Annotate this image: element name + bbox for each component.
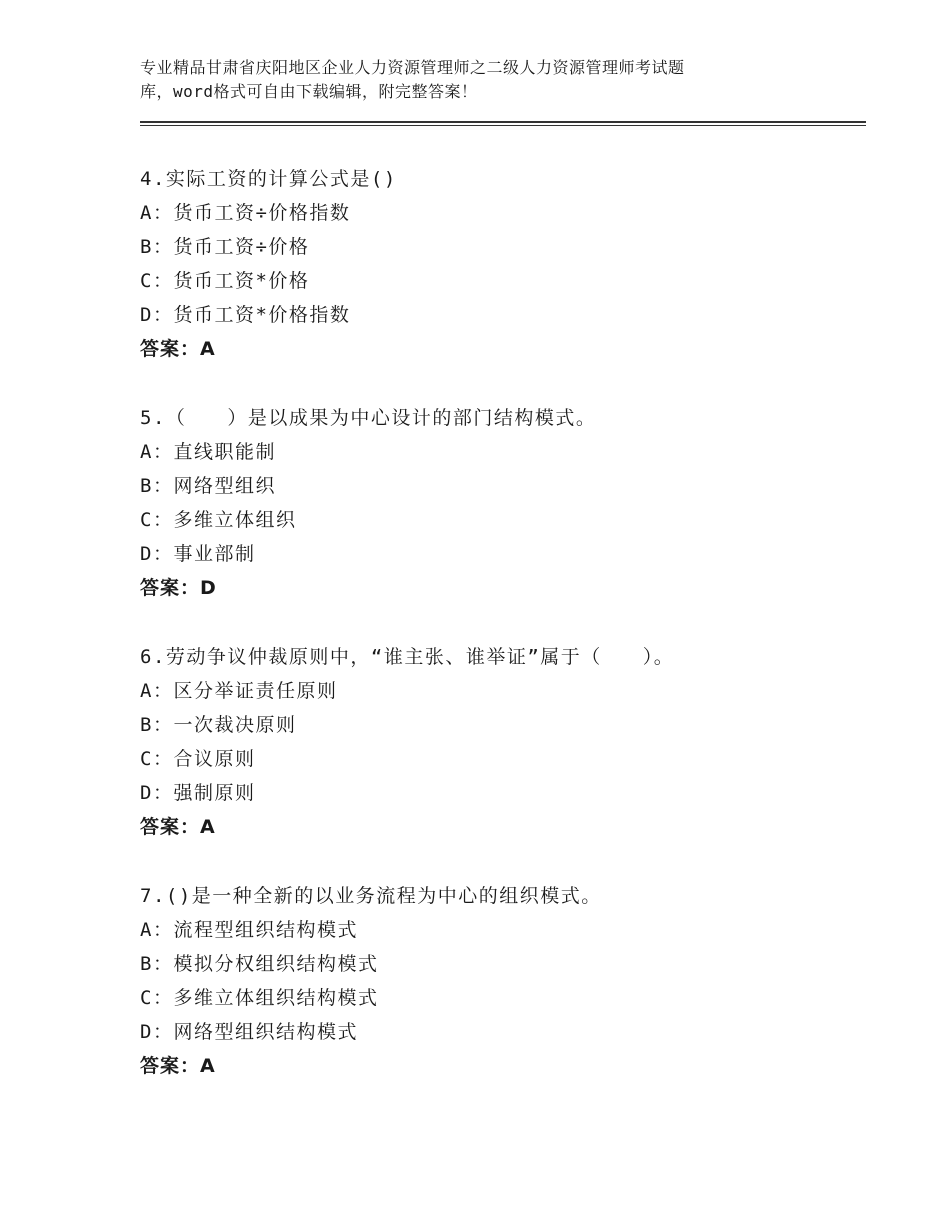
question-stem: 4.实际工资的计算公式是() <box>140 168 397 190</box>
question-6 <box>140 640 860 844</box>
question-list <box>140 162 860 1118</box>
option-d: D：货币工资*价格指数 <box>140 304 351 326</box>
option-b: B：一次裁决原则 <box>140 714 297 736</box>
option-c: C：合议原则 <box>140 748 256 770</box>
header-rule-thin <box>140 125 866 126</box>
option-d: D：强制原则 <box>140 782 256 804</box>
question-4 <box>140 162 860 366</box>
option-c: C：货币工资*价格 <box>140 270 310 292</box>
question-7 <box>140 879 860 1083</box>
answer-line: 答案：A <box>140 1055 216 1077</box>
option-b: B：模拟分权组织结构模式 <box>140 953 379 975</box>
option-d: D：事业部制 <box>140 543 256 565</box>
header-line-1: 专业精品甘肃省庆阳地区企业人力资源管理师之二级人力资源管理师考试题 <box>140 58 685 77</box>
answer-line: 答案：A <box>140 338 216 360</box>
answer-line: 答案：A <box>140 816 216 838</box>
option-a: A：直线职能制 <box>140 441 276 463</box>
option-b: B：货币工资÷价格 <box>140 236 310 258</box>
question-stem: 5.（ ）是以成果为中心设计的部门结构模式。 <box>140 407 597 429</box>
answer-line: 答案：D <box>140 577 217 599</box>
option-d: D：网络型组织结构模式 <box>140 1021 358 1043</box>
document-header <box>140 56 800 104</box>
option-c: C：多维立体组织 <box>140 509 297 531</box>
option-a: A：流程型组织结构模式 <box>140 919 358 941</box>
header-rule-thick <box>140 121 866 123</box>
option-a: A：区分举证责任原则 <box>140 680 338 702</box>
option-c: C：多维立体组织结构模式 <box>140 987 379 1009</box>
option-a: A：货币工资÷价格指数 <box>140 202 351 224</box>
question-stem: 7.()是一种全新的以业务流程为中心的组织模式。 <box>140 885 602 907</box>
header-line-2: 库，word格式可自由下载编辑，附完整答案！ <box>140 82 478 101</box>
question-stem: 6.劳动争议仲裁原则中，“谁主张、谁举证”属于（ ）。 <box>140 646 675 668</box>
option-b: B：网络型组织 <box>140 475 276 497</box>
question-5 <box>140 401 860 605</box>
